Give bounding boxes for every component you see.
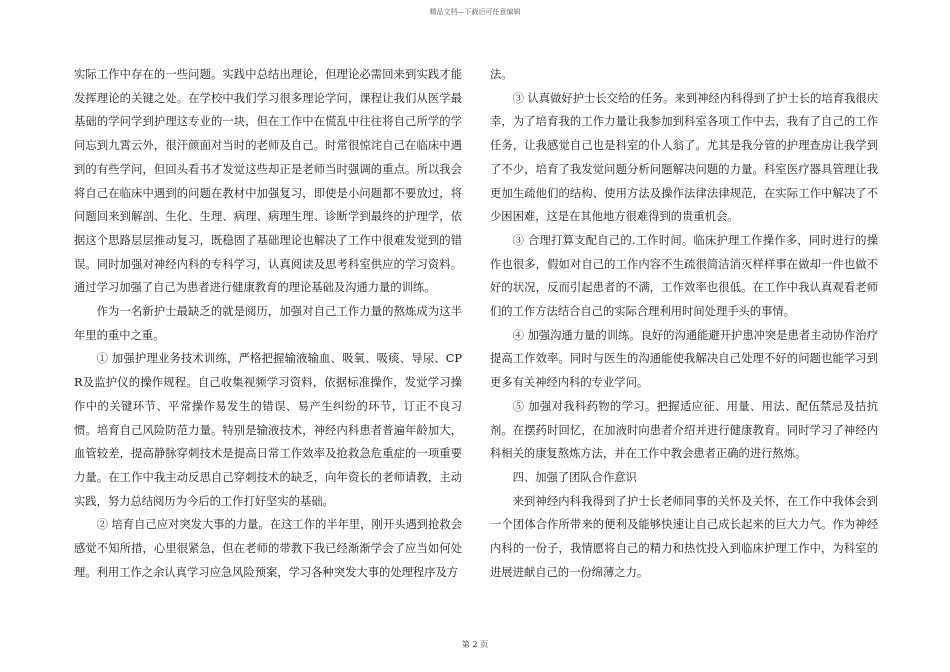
- paragraph: ② 培育自己应对突发大事的力量。在这工作的半年里，刚开头遇到抢救会感觉不知所措，心里很紧急，但在老师的带教下我已经渐渐学会了应当如何处理。利用工作之余认真学习应急风险预案，学习各种突发大事的处理程序及方: [74, 518, 462, 579]
- paragraph: ① 加强护理业务技术训练，严格把握输液输血、吸氧、吸痰、导尿、CPR及监护仪的操作规程。自己收集视频学习资料，依据标准操作，发觉学习操作中的关键环节、平常操作易发生的错误、易产生纠纷的环节，订正不良习惯。培育自己风险防范力量。特别是输液技术，神经内科患者普遍年龄加大，血管较差，提高静脉穿刺技术是提高日常工作效率及抢救急危重症的一项重要力量。在工作中我主动反思自己穿刺技术的缺乏，向年资长的老师请教，主动实践，努力总结阅历为今后的工作打好坚实的基础。: [74, 352, 462, 508]
- left-column: [74, 63, 462, 584]
- paragraph: 来到神经内科我得到了护士长老师同事的关怀及关怀，在工作中我体会到一个团体合作所带来的便利及能够快速让自己成长起来的巨大力气。作为神经内科的一份子，我情愿将自己的精力和热忱投入到临床护理工作中，为科室的进展进献自己的一份绵薄之力。: [490, 494, 878, 579]
- paragraph: ④ 加强沟通力量的训练。良好的沟通能避开护患冲突是患者主动协作治疗提高工作效率。同时与医生的沟通能使我解决自己处理不好的问题也能学习到更多有关神经内科的专业学问。: [490, 328, 878, 390]
- right-column: [490, 63, 878, 584]
- paragraph: 法。: [490, 68, 513, 81]
- paragraph: 实际工作中存在的一些问题。实践中总结出理论，但理论必需回来到实践才能发挥理论的关键之处。在学校中我们学习很多理论学问，课程让我们从医学最基础的学问学到护理这专业的一块，但在工作中在慌乱中往往将自己所学的学问忘到九霄云外，很汗颜面对当时的老师及自己。时常很惊诧自己在临床中遇到的有些学问，但回头看书才发觉这些却正是老师当时强调的重点。所以我会将自己在临床中遇到的问题在教材中加强复习，即使是小问题都不要放过，将问题回来到解剖、生化、生理、病理、病理生理、诊断学到最终的护理学，依据这个思路层层推动复习，既稳固了基础理论也解决了工作中很难发觉到的错误。同时加强对神经内科的专科学习，认真阅读及思考科室供应的学习资料。通过学习加强了自己为患者进行健康教育的理论基础及沟通力量的训练。: [74, 68, 462, 295]
- paragraph: ③ 认真做好护士长交给的任务。来到神经内科得到了护士长的培育我很庆幸，为了培育我的工作力量让我参加到科室各项工作中去，我有了自己的工作任务，让我感觉自己也是科室的仆人翁了。尤其是我分管的护理查房让我学到了不少，培育了我发觉问题分析问题解决问题的力量。科室医疗器具管理让我更加生疏他们的结构、使用方法及操作法律法律规范，在实际工作中解决了不少困困难，这是在其他地方很难得到的贵重机会。: [490, 91, 878, 224]
- paragraph: 作为一名新护士最缺乏的就是阅历，加强对自己工作力量的熬炼成为这半年里的重中之重。: [74, 305, 462, 342]
- paragraph: ⑤ 加强对我科药物的学习。把握适应征、用量、用法、配伍禁忌及拮抗剂。在摆药时回忆，在加液时向患者介绍并进行健康教育。同时学习了神经内科相关的康复熬炼方法，并在工作中教会患者正确的进行熬炼。: [490, 399, 878, 461]
- page-header: 精品文档—下载后可任意编辑: [429, 8, 521, 16]
- paragraph: ③ 合理打算支配自己的.工作时间。临床护理工作操作多，同时进行的操作也很多，假如对自己的工作内容不生疏很简洁消灭样样事在做却一件也做不好的状况，反而引起患者的不满，工作效率也很低。在工作中我认真观看老师们的工作方法结合自己的实际合理利用时间处理手头的事情。: [490, 233, 878, 319]
- section-heading: 四、加强了团队合作意识: [512, 470, 637, 484]
- page-number: 第 2 页: [461, 640, 489, 649]
